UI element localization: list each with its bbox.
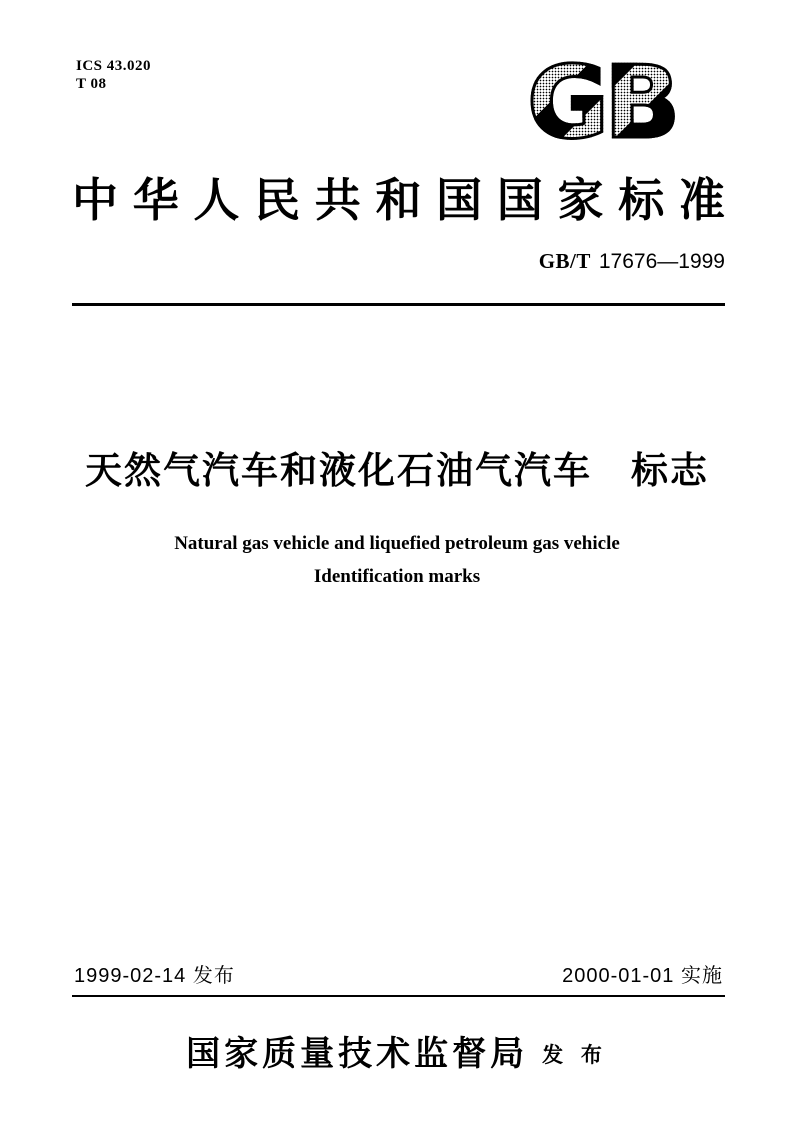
document-title-en-line1: Natural gas vehicle and liquefied petroleum gas vehicle: [174, 533, 620, 554]
ics-code: ICS 43.020: [76, 58, 152, 74]
document-title-cn: 天然气汽车和液化石油气汽车 标志: [85, 450, 709, 491]
header-divider-line: [72, 303, 725, 306]
ics-classification-block: [76, 57, 151, 93]
footer-divider-line: [72, 995, 725, 997]
doc-class-code: T 08: [76, 76, 107, 92]
gb-logo: GB: [527, 44, 676, 161]
national-standard-heading: 中 华 人 民 共 和 国 国 家 标 准: [72, 175, 725, 226]
standard-code-prefix: GB/T: [538, 249, 591, 273]
dates-row: [74, 962, 723, 990]
document-title-en: [0, 527, 794, 593]
publish-label: 发 布: [542, 1044, 608, 1067]
standard-code-number: 17676—1999: [598, 250, 725, 273]
implement-date: 2000-01-01 实施: [562, 965, 723, 987]
issue-date: 1999-02-14 发布: [74, 965, 235, 987]
standard-code: [539, 249, 725, 274]
document-title-en-line2: Identification marks: [313, 566, 481, 587]
publisher-name: 国家质量技术监督局: [186, 1036, 529, 1073]
publisher-row: [0, 1026, 794, 1075]
